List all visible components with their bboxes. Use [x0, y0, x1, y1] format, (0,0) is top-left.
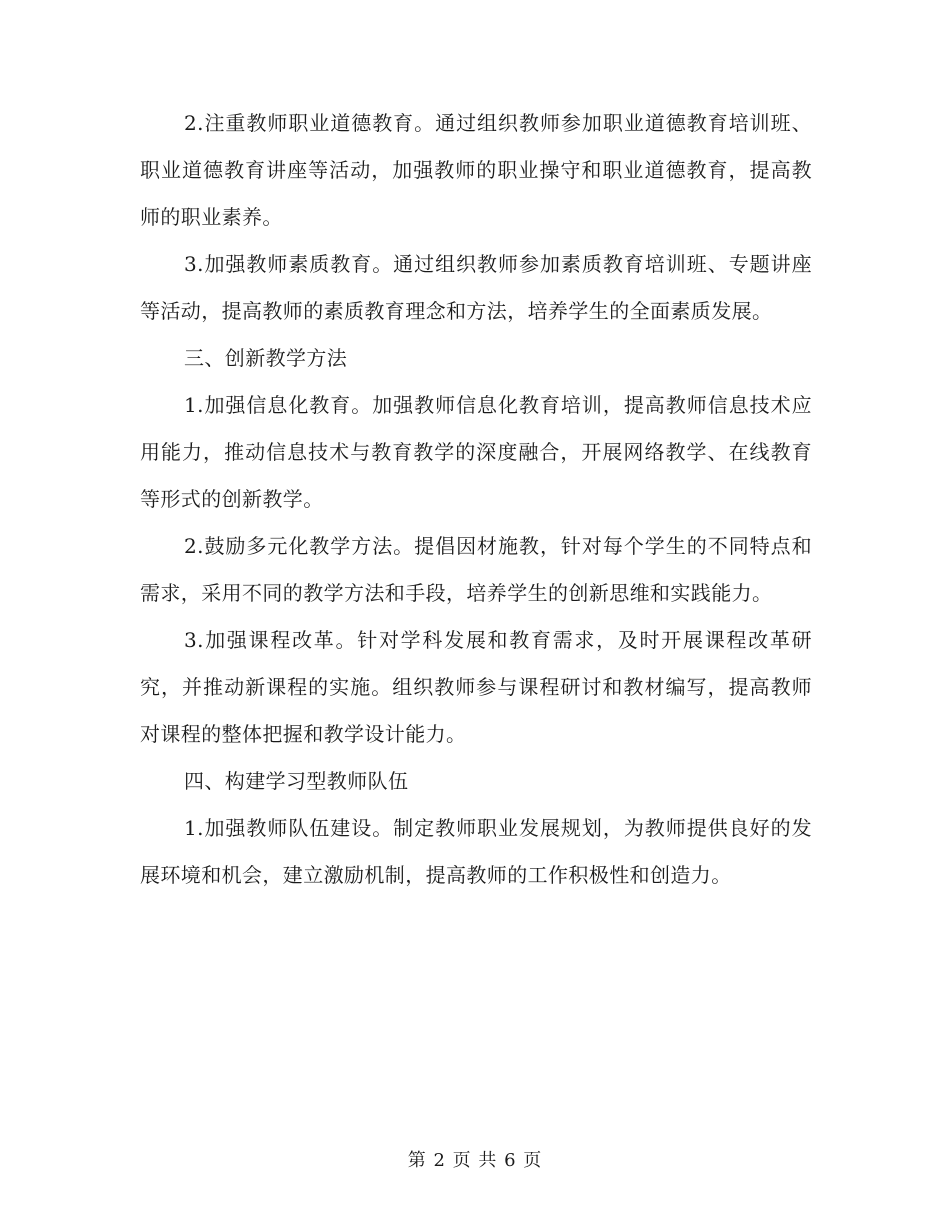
section-heading-learning-team: 四、构建学习型教师队伍	[184, 769, 409, 793]
paragraph-curriculum-reform: 3.加强课程改革。针对学科发展和教育需求，及时开展课程改革研究，并推动新课程的实施。组织教师参与课程研讨和教材编写，提高教师对课程的整体把握和教学设计能力。	[140, 628, 812, 746]
page-number-footer: 第 2 页 共 6 页	[407, 1150, 543, 1171]
paragraph-quality-education: 3.加强教师素质教育。通过组织教师参加素质教育培训班、专题讲座等活动，提高教师的素质教育理念和方法，培养学生的全面素质发展。	[140, 252, 812, 323]
paragraph-diversified-methods: 2.鼓励多元化教学方法。提倡因材施教，针对每个学生的不同特点和需求，采用不同的教学方法和手段，培养学生的创新思维和实践能力。	[140, 534, 812, 605]
paragraph-team-building: 1.加强教师队伍建设。制定教师职业发展规划，为教师提供良好的发展环境和机会，建立激励机制，提高教师的工作积极性和创造力。	[140, 816, 812, 887]
section-heading-innovative-teaching: 三、创新教学方法	[184, 346, 348, 370]
paragraph-teacher-ethics: 2.注重教师职业道德教育。通过组织教师参加职业道德教育培训班、职业道德教育讲座等活动，加强教师的职业操守和职业道德教育，提高教师的职业素养。	[140, 111, 812, 229]
paragraph-informatization: 1.加强信息化教育。加强教师信息化教育培训，提高教师信息技术应用能力，推动信息技术与教育教学的深度融合，开展网络教学、在线教育等形式的创新教学。	[140, 393, 812, 511]
document-body	[140, 100, 812, 899]
